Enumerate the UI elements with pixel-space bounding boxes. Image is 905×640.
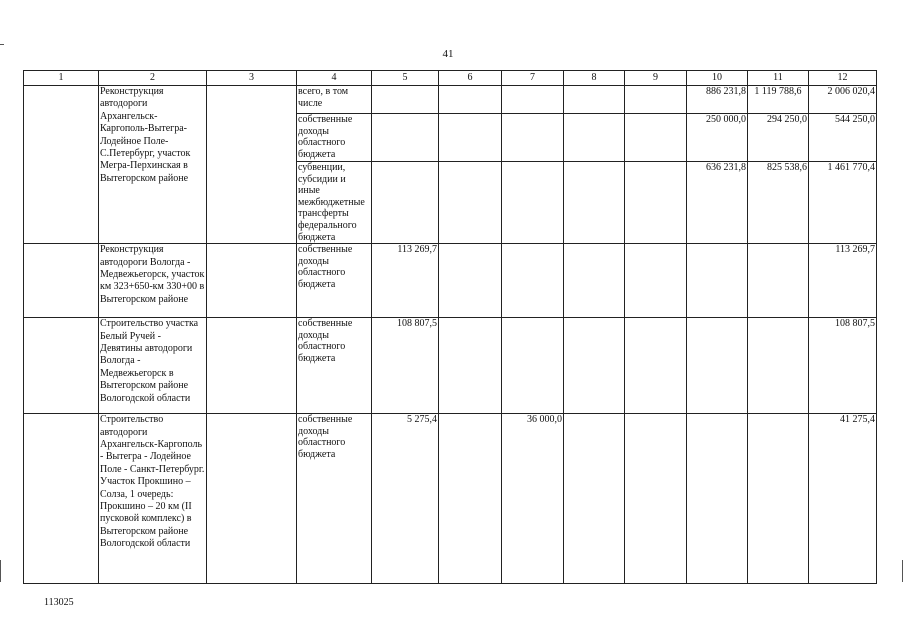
table-row — [24, 318, 877, 414]
table-cell — [687, 318, 748, 414]
value-cell: 108 807,5 — [809, 318, 877, 414]
value-cell: 5 275,4 — [372, 414, 439, 584]
table-cell — [564, 414, 625, 584]
table-cell — [625, 162, 687, 244]
table-cell — [564, 114, 625, 162]
table-cell — [748, 414, 809, 584]
table-cell — [625, 414, 687, 584]
table-cell — [24, 244, 99, 318]
table-cell — [439, 162, 502, 244]
table-cell — [625, 114, 687, 162]
table-cell — [564, 244, 625, 318]
page-number: 41 — [442, 48, 454, 60]
value-cell: 250 000,0 — [687, 114, 748, 162]
column-header: 12 — [809, 71, 877, 86]
table-cell — [748, 318, 809, 414]
table-cell — [207, 414, 297, 584]
table-cell — [502, 318, 564, 414]
value-cell: 825 538,6 — [748, 162, 809, 244]
object-name: Строительство участка Белый Ручей - Девятины автодороги Вологда - Медвежьегорск в Вытегорском районе Вологодской области — [99, 318, 207, 414]
value-cell: 108 807,5 — [372, 318, 439, 414]
funding-source: собственные доходы областного бюджета — [297, 114, 372, 162]
table-cell — [439, 86, 502, 114]
header-row — [24, 71, 877, 86]
table-cell — [625, 86, 687, 114]
column-header: 9 — [625, 71, 687, 86]
value-cell: 2 006 020,4 — [809, 86, 877, 114]
table-cell — [439, 114, 502, 162]
table-cell — [207, 86, 297, 244]
funding-source: субвенции, субсидии и иные межбюджетные трансферты федерального бюджета — [297, 162, 372, 244]
value-cell: 41 275,4 — [809, 414, 877, 584]
table-cell — [748, 244, 809, 318]
table-cell — [24, 318, 99, 414]
column-header: 5 — [372, 71, 439, 86]
column-header: 3 — [207, 71, 297, 86]
funding-source: всего, в том числе — [297, 86, 372, 114]
table-cell — [439, 414, 502, 584]
funding-source: собственные доходы областного бюджета — [297, 244, 372, 318]
value-cell: 294 250,0 — [748, 114, 809, 162]
object-name: Реконструкция автодороги Вологда - Медвежьегорск, участок км 323+650-км 330+00 в Вытегорском районе — [99, 244, 207, 318]
value-cell: 113 269,7 — [372, 244, 439, 318]
value-cell: 544 250,0 — [809, 114, 877, 162]
table-cell — [372, 162, 439, 244]
column-header: 2 — [99, 71, 207, 86]
table-cell — [625, 244, 687, 318]
object-name: Строительство автодороги Архангельск-Каргополь - Вытегра - Лодейное Поле - Санкт-Петербург. Участок Прокшино – Солза, 1 очередь: Прокшино – 20 км (II пусковой комплекс) в Вытегорском районе Вологодской области — [99, 414, 207, 584]
funding-source: собственные доходы областного бюджета — [297, 318, 372, 414]
table-cell — [502, 244, 564, 318]
column-header: 7 — [502, 71, 564, 86]
table-cell — [625, 318, 687, 414]
value-cell: 113 269,7 — [809, 244, 877, 318]
table-cell — [564, 86, 625, 114]
column-header: 6 — [439, 71, 502, 86]
table-cell — [439, 318, 502, 414]
table-row — [24, 86, 877, 114]
table-row — [24, 414, 877, 584]
column-header: 4 — [297, 71, 372, 86]
value-cell: 1 461 770,4 — [809, 162, 877, 244]
margin-mark-top — [0, 44, 4, 45]
budget-table — [23, 70, 877, 584]
table-cell — [372, 86, 439, 114]
value-cell: 1 119 788,6 — [748, 86, 809, 114]
value-cell: 636 231,8 — [687, 162, 748, 244]
table-cell — [502, 162, 564, 244]
object-name: Реконструкция автодороги Архангельск-Каргополь-Вытегра-Лодейное Поле-С.Петербург, участок Мегра-Перхинская в Вытегорском районе — [99, 86, 207, 244]
margin-mark-right — [902, 560, 903, 582]
column-header: 1 — [24, 71, 99, 86]
table-cell — [502, 86, 564, 114]
document-code: 113025 — [44, 597, 74, 608]
table-cell — [439, 244, 502, 318]
column-header: 11 — [748, 71, 809, 86]
table-cell — [687, 244, 748, 318]
table-cell — [564, 318, 625, 414]
column-header: 8 — [564, 71, 625, 86]
margin-mark-bottom — [0, 560, 1, 582]
value-cell: 886 231,8 — [687, 86, 748, 114]
table-row — [24, 244, 877, 318]
table-cell — [502, 114, 564, 162]
table-cell — [207, 244, 297, 318]
table-cell — [207, 318, 297, 414]
value-cell: 36 000,0 — [502, 414, 564, 584]
column-header: 10 — [687, 71, 748, 86]
table-cell — [24, 86, 99, 244]
table-cell — [564, 162, 625, 244]
table-cell — [24, 414, 99, 584]
funding-source: собственные доходы областного бюджета — [297, 414, 372, 584]
table-cell — [372, 114, 439, 162]
table-cell — [687, 414, 748, 584]
